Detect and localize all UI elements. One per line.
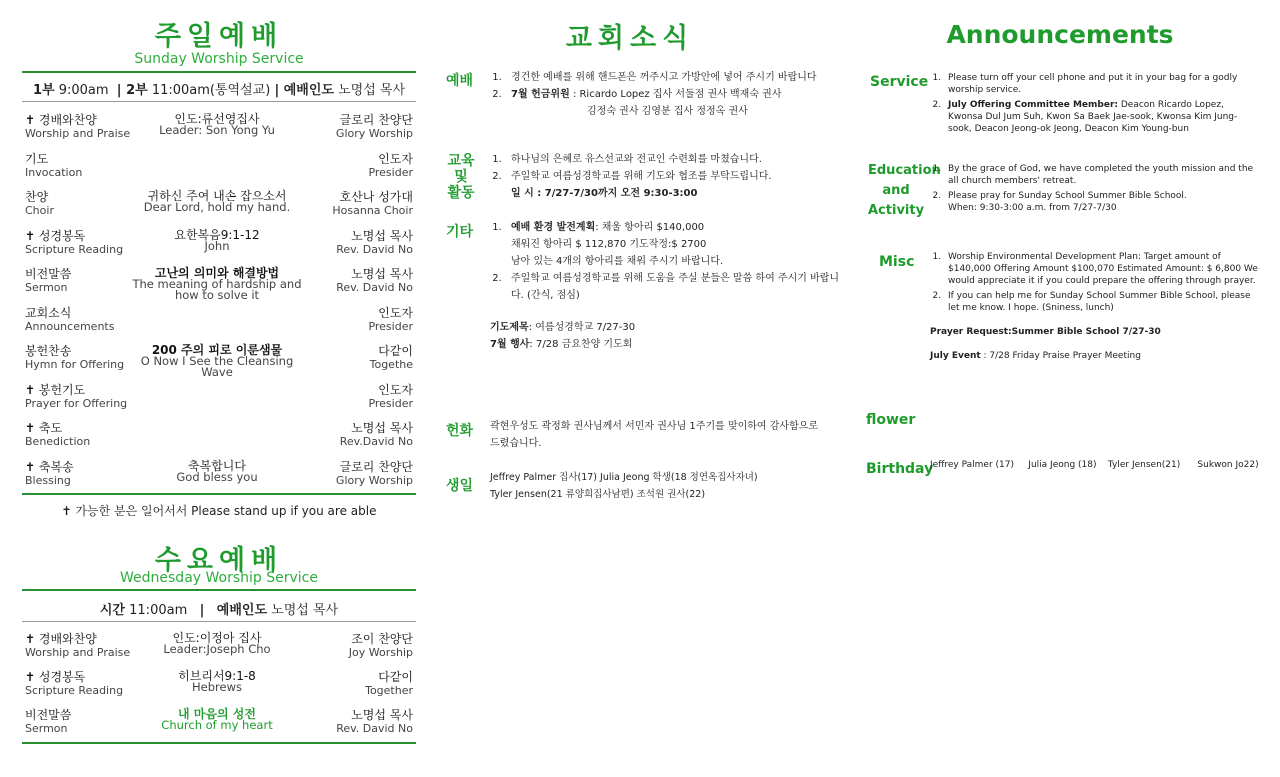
order-row — [22, 671, 416, 705]
education-body — [490, 151, 850, 202]
item-detail-korean: 히브리서9:1-8 — [178, 669, 256, 683]
item-presenter-korean: 노명섭 목사 — [351, 228, 413, 243]
service2-label: | 2부 — [116, 83, 148, 98]
item-name — [25, 268, 71, 294]
item-presenter-korean: 노명섭 목사 — [351, 421, 413, 435]
leader-label: 예배인도 — [216, 603, 268, 618]
list-item: 2. 주일학교 여름성경학교를 위해 도움을 주실 분들은 말씀 하여 주시기 바랍니다. (간식, 점심) — [505, 270, 850, 304]
item-name-english: Hymn for Offering — [25, 358, 125, 371]
list-item: 1. By the grace of God, we have completed the youth mission and the all church members' retreat. — [944, 163, 1260, 187]
committee-members: Deacon Ricardo Lopez, Kwonsa Dul Jum Suh, Kwon Sa Baek Jae-sook, Kwonsa Kim Jung-sook, Deacon Jeong-ok Jeong, Deacon Kim Young-bun — [948, 100, 1238, 134]
plan-note: 남아 있는 4개의 항아리를 채워 주시기 바랍니다. — [511, 256, 724, 267]
service2-time: 11:00am(통역설교) — [151, 83, 271, 98]
order-row — [22, 153, 416, 187]
item-detail — [127, 633, 307, 655]
order-row — [22, 191, 416, 225]
prayer-line: Prayer Request:Summer Bible School 7/27-30 — [930, 327, 1161, 337]
list-item — [944, 99, 1260, 135]
order-row — [22, 633, 416, 667]
committee-members: : Ricardo Lopez 집사 서둘점 권사 백재숙 권사 — [572, 89, 782, 100]
item-name — [25, 114, 130, 140]
list-item — [944, 190, 1260, 214]
item-detail-korean: 인도:이정아 집사 — [172, 631, 262, 645]
item-presenter-english: Togethe — [369, 358, 413, 371]
item-detail-korean: 200 주의 피로 이룬샘물 — [151, 343, 283, 357]
item-name-korean: 찬양 — [25, 190, 49, 204]
divider — [22, 101, 416, 102]
item-name-korean: 비전말씀 — [25, 708, 72, 722]
order-row — [22, 422, 416, 456]
item-name — [25, 191, 54, 217]
item-presenter-english: Glory Worship — [335, 127, 413, 140]
item-detail — [127, 268, 307, 301]
education-item2: Please pray for Sunday School Summer Bible School. — [948, 191, 1187, 201]
item-name-korean: 봉헌찬송 — [25, 344, 72, 358]
list-item: 1. Worship Environmental Development Plan: Target amount of $140,000 Offering Amount $100,070 Estimated Amount: $ 6,800 We would appreciate it if you could prepare the offering through prayer. — [944, 251, 1260, 287]
item-presenter — [332, 191, 413, 217]
service1-time: 9:00am — [58, 83, 109, 98]
item-detail — [127, 709, 307, 731]
item-name-english: Scripture Reading — [25, 684, 124, 697]
divider — [22, 493, 416, 495]
prayer-text: : 여름성경학교 7/27-30 — [528, 322, 636, 333]
item-name-english: Sermon — [25, 722, 68, 735]
item-presenter-english: Rev. David No — [336, 242, 413, 256]
item-name — [25, 633, 130, 659]
education-body — [930, 163, 1260, 217]
item-name-korean: ✝ 경배와찬양 — [25, 632, 97, 646]
order-row — [22, 709, 416, 743]
item-detail-english: Church of my heart — [161, 718, 273, 732]
item-name-korean: ✝ 성경봉독 — [25, 228, 86, 243]
misc-label: 기타 — [446, 224, 474, 240]
committee-label: July Offering Committee Member: — [948, 100, 1118, 110]
education-schedule: When: 9:30-3:00 a.m. from 7/27-7/30 — [948, 203, 1117, 213]
item-detail-english: John — [204, 238, 230, 253]
item-presenter-korean: 글로리 찬양단 — [339, 113, 413, 127]
item-detail — [127, 191, 307, 213]
item-presenter-english: Presider — [368, 165, 413, 179]
item-name-english: Prayer for Offering — [25, 396, 128, 410]
time-label: 시간 — [99, 603, 125, 618]
item-presenter-korean: 다같이 — [378, 670, 413, 684]
committee-members-2: 김정숙 권사 김영분 집사 정정옥 권사 — [587, 106, 748, 117]
service1-label: 1부 — [32, 83, 55, 98]
education-label-line: Education — [868, 163, 941, 178]
item-presenter-english: Together — [365, 684, 413, 697]
flower-label: 헌화 — [446, 423, 474, 439]
announcements-title: Announcements — [946, 20, 1174, 49]
item-detail — [127, 345, 307, 378]
item-detail — [127, 114, 307, 136]
item-name-english: Sermon — [25, 281, 68, 294]
item-name-english: Worship and Praise — [25, 127, 131, 140]
stand-note: ✝ 가능한 분은 일어서서 Please stand up if you are able — [61, 504, 377, 518]
event-line — [490, 336, 850, 353]
prayer-line — [490, 319, 850, 336]
worship-body — [490, 69, 850, 120]
item-detail — [127, 671, 307, 693]
item-name — [25, 153, 82, 179]
item-name-korean: ✝ 축도 — [25, 421, 63, 435]
item-presenter-english: Rev. David No — [336, 722, 413, 735]
leader-label: | 예배인도 — [274, 83, 334, 98]
item-detail-korean: 인도:류선영집사 — [174, 112, 260, 126]
wednesday-subtitle: Wednesday Worship Service — [120, 570, 318, 586]
item-presenter — [336, 230, 413, 256]
education-label-line: and — [882, 183, 910, 198]
service-label: Service — [870, 74, 929, 90]
event-label: 7월 행사 — [490, 339, 530, 350]
item-presenter — [368, 307, 413, 333]
leader-name: 노명섭 목사 — [338, 83, 406, 98]
item-name — [25, 307, 114, 333]
item-presenter — [349, 633, 413, 659]
committee-label: 7월 헌금위원 — [511, 89, 570, 100]
education-schedule: 일 시 : 7/27-7/30까지 오전 9:30-3:00 — [511, 188, 698, 199]
item-presenter — [336, 709, 413, 735]
item-name — [25, 671, 123, 697]
item-presenter — [365, 671, 413, 697]
sunday-info — [22, 73, 416, 103]
item-presenter — [368, 384, 413, 410]
item-presenter-korean: 노명섭 목사 — [351, 708, 413, 722]
prayer-label: 기도제목 — [490, 322, 529, 333]
divider — [22, 589, 416, 591]
list-item: 1. 하나님의 은혜로 유스선교와 전교인 수련회를 마쳤습니다. — [505, 151, 850, 168]
order-row — [22, 458, 416, 495]
birthday-line: Tyler Jensen(21 류양희집사남편) 조석원 권사(22) — [490, 489, 706, 500]
item-presenter — [336, 461, 413, 487]
item-presenter-english: Rev.David No — [339, 435, 413, 448]
plan-target: : 채울 항아리 $140,000 — [595, 222, 705, 233]
list-item — [505, 86, 850, 120]
misc-body — [930, 251, 1260, 362]
item-detail-english: O Now I See the Cleansing Wave — [140, 354, 294, 379]
item-detail-english: The meaning of hardship and how to solve it — [132, 277, 302, 302]
item-presenter-korean: 호산나 성가대 — [339, 190, 413, 204]
list-item: 2. If you can help me for Sunday School Summer Bible School, please let me know. I hope. (Sniness, lunch) — [944, 290, 1260, 314]
item-presenter-korean: 글로리 찬양단 — [339, 459, 413, 474]
item-presenter — [368, 153, 413, 179]
item-presenter-english: Presider — [368, 396, 413, 410]
order-row — [22, 384, 416, 418]
event-text: : 7/28 금요찬양 기도회 — [529, 339, 633, 350]
list-item — [505, 168, 850, 202]
item-name-korean: 교회소식 — [25, 305, 72, 320]
birthday-line: Jeffrey Palmer 집사(17) Julia Jeong 학생(18 정연옥집사자녀) — [490, 472, 758, 483]
separator: | — [199, 603, 205, 618]
item-name — [25, 422, 90, 448]
plan-amount: 채워진 항아리 $ 112,870 기도작정:$ 2700 — [511, 239, 707, 250]
misc-label: Misc — [879, 254, 915, 270]
item-detail-english: Dear Lord, hold my hand. — [143, 200, 291, 214]
birthday-label: Birthday — [866, 461, 934, 477]
item-presenter — [340, 422, 413, 448]
item-name — [25, 230, 123, 256]
item-name-english: Choir — [25, 204, 54, 217]
item-name-english: Blessing — [25, 473, 71, 487]
item-presenter — [336, 268, 413, 294]
item-presenter — [370, 345, 413, 371]
education-label-line: Activity — [868, 203, 925, 218]
event-label: July Event — [930, 351, 981, 361]
item-name-english: Announcements — [25, 319, 115, 333]
item-name — [25, 345, 124, 371]
sunday-title: 주일예배 — [154, 21, 284, 52]
item-detail-korean: 귀하신 주여 내손 잡으소서 — [147, 189, 287, 203]
item-presenter-english: Hosanna Choir — [332, 204, 413, 217]
plan-label: 예배 환경 발전계획 — [511, 222, 596, 233]
time-value: 11:00am — [129, 603, 188, 618]
item-detail-korean: 내 마음의 성전 — [178, 707, 256, 721]
item-presenter-korean: 다같이 — [378, 344, 413, 358]
education-item2: 주일학교 여름성경학교를 위해 기도와 협조를 부탁드립니다. — [511, 171, 772, 182]
worship-label: 예배 — [446, 73, 474, 89]
item-name-english: Benediction — [25, 435, 91, 448]
item-presenter-english: Joy Worship — [348, 646, 413, 659]
item-presenter-korean: 인도자 — [378, 305, 413, 320]
item-presenter-korean: 노명섭 목사 — [351, 267, 413, 281]
divider — [22, 742, 416, 744]
item-name-korean: 기도 — [25, 151, 49, 166]
item-detail — [127, 227, 307, 253]
item-name-korean: ✝ 봉헌기도 — [25, 382, 86, 397]
order-row — [22, 307, 416, 341]
list-item — [505, 219, 850, 270]
wednesday-title: 수요예배 — [154, 545, 284, 576]
item-name-english: Invocation — [25, 165, 83, 179]
item-name-english: Scripture Reading — [25, 242, 124, 256]
item-detail-korean: 요한복음9:1-12 — [174, 227, 260, 242]
item-presenter-english: Glory Worship — [335, 473, 413, 487]
birthday-body — [490, 469, 850, 503]
order-row — [22, 268, 416, 302]
item-detail-english: Leader:Joseph Cho — [163, 642, 271, 656]
list-item: 1. 경건한 예배를 위해 핸드폰은 꺼주시고 가방안에 넣어 주시기 바랍니다 — [505, 69, 850, 86]
item-name-english: Worship and Praise — [25, 646, 131, 659]
birthday-body: Jeffrey Palmer (17) Julia Jeong (18) Tyler Jensen(21) Sukwon Jo22) — [930, 460, 1259, 470]
item-detail-korean: 축복합니다 — [188, 458, 246, 473]
item-presenter-korean: 인도자 — [378, 151, 413, 166]
education-label — [868, 161, 941, 221]
item-name-korean: ✝ 축복송 — [25, 459, 74, 474]
item-presenter-korean: 조이 찬양단 — [351, 632, 413, 646]
item-name — [25, 709, 71, 735]
item-presenter-english: Presider — [368, 319, 413, 333]
news-title: 교회소식 — [565, 23, 695, 54]
item-presenter-korean: 인도자 — [378, 382, 413, 397]
education-label: 교육 및 활동 — [447, 153, 475, 201]
flower-body: 곽현우성도 곽정화 권사님께서 서민자 권사님 1주기를 맞이하여 감사함으로 드렸습니다. — [490, 421, 819, 449]
item-name — [25, 384, 127, 410]
flower-label: flower — [866, 412, 916, 428]
sunday-subtitle: Sunday Worship Service — [134, 51, 304, 67]
birthday-label: 생일 — [446, 478, 474, 494]
service-body — [930, 72, 1260, 138]
item-detail-english: God bless you — [176, 469, 258, 484]
item-name — [25, 461, 74, 487]
wednesday-info — [22, 593, 416, 623]
item-detail — [127, 458, 307, 484]
order-row — [22, 227, 416, 264]
item-name-korean: ✝ 경배와찬양 — [25, 113, 97, 127]
item-detail-english: Hebrews — [192, 680, 242, 694]
item-presenter-english: Rev. David No — [336, 281, 413, 294]
order-row — [22, 114, 416, 148]
list-item: 1. Please turn off your cell phone and put it in your bag for a godly worship service. — [944, 72, 1260, 96]
item-name-korean: ✝ 성경봉독 — [25, 670, 86, 684]
item-detail-english: Leader: Son Yong Yu — [159, 123, 275, 137]
order-row — [22, 345, 416, 379]
event-text: : 7/28 Friday Praise Prayer Meeting — [980, 351, 1141, 361]
item-presenter — [336, 114, 413, 140]
divider — [22, 621, 416, 622]
item-name-korean: 비전말씀 — [25, 267, 72, 281]
event-line — [930, 350, 1260, 362]
misc-body — [490, 219, 850, 353]
item-detail-korean: 고난의 의미와 해결방법 — [154, 266, 280, 280]
leader-name: 노명섭 목사 — [271, 603, 339, 618]
